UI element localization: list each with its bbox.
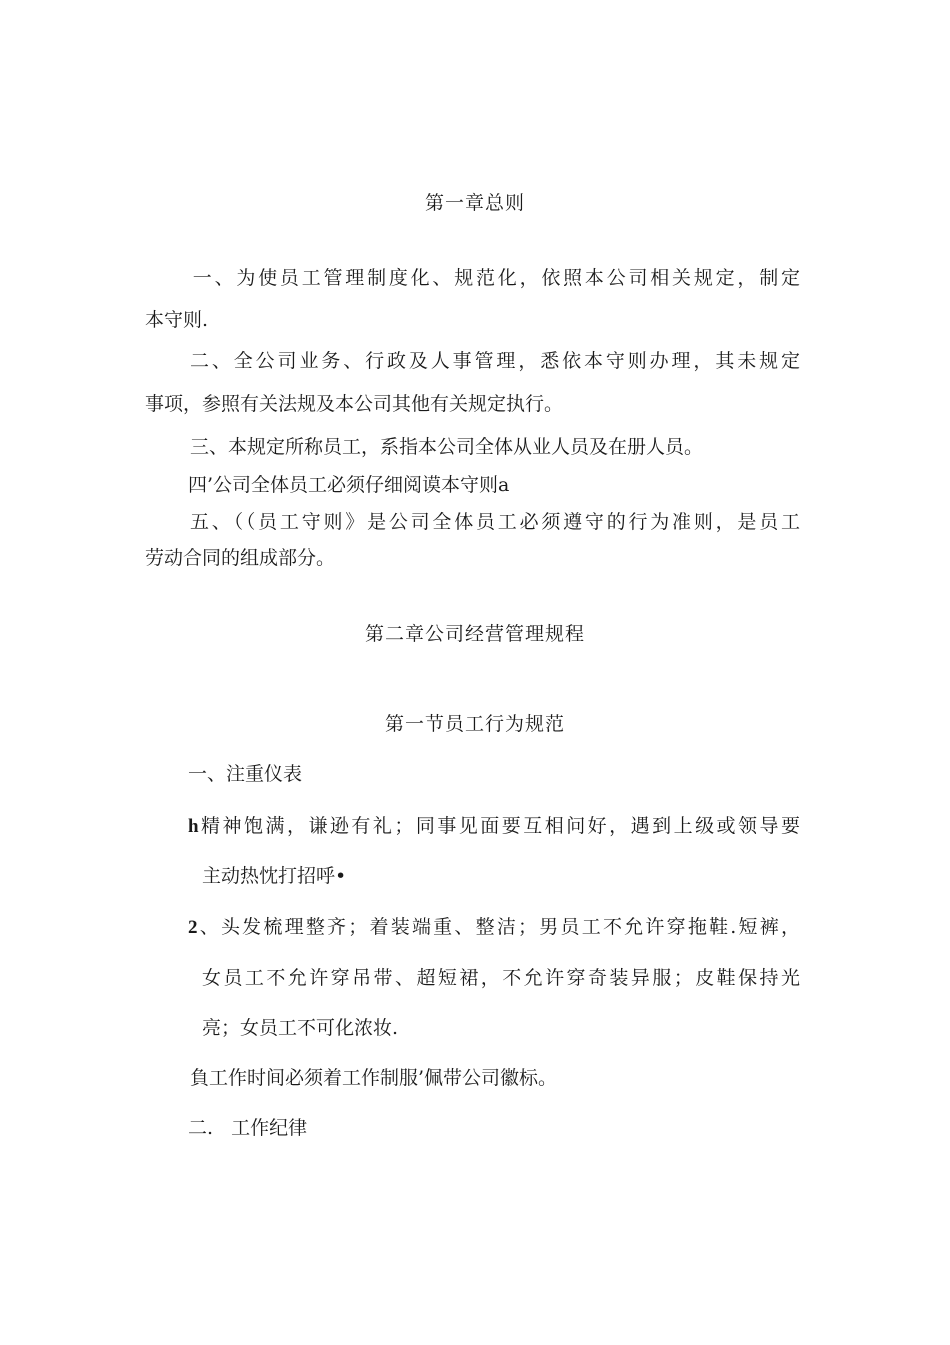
- item1-sub1-line2: 主动热忱打招呼•: [202, 865, 347, 887]
- ch1-para3: 三、本规定所称员工，系指本公司全体从业人员及在册人员。: [190, 436, 704, 458]
- item1-sub1-number: h: [188, 816, 199, 837]
- ch1-para1-line1: [145, 266, 800, 290]
- item1-heading: 一、注重仪表: [188, 763, 303, 785]
- item1-sub1-line1-text: 精神饱满，谦逊有礼；同事见面要互相问好，遇到上级或领导要: [198, 815, 800, 837]
- item1-sub3: 負工作时间必须着工作制服’佩带公司徽标。: [190, 1067, 558, 1089]
- ch1-para1-line2: 本守则.: [145, 309, 209, 331]
- item1-sub2-line2: 女员工不允许穿吊带、超短裙，不允许穿奇装异服；皮鞋保持光: [202, 967, 800, 989]
- ch1-para1-line1-text: 一、为使员工管理制度化、规范化，依照本公司相关规定，制定: [190, 267, 800, 289]
- ch1-para2-line1: 二、全公司业务、行政及人事管理，悉依本守则办理，其未规定: [190, 350, 800, 372]
- chapter2-title: 第二章公司经营管理规程: [364, 623, 585, 645]
- ch1-para5-line2: 劳动合同的组成部分。: [145, 547, 336, 569]
- item1-sub2-line1: [188, 915, 800, 940]
- item1-sub2-number: 2: [188, 917, 198, 938]
- ch1-para5-line1: 五、（（员工守则》是公司全体员工必须遵守的行为准则，是员工: [190, 511, 800, 533]
- ch1-para2-line2: 事项，参照有关法规及本公司其他有关规定执行。: [145, 393, 564, 415]
- item1-sub2-line1-text: 、头发梳理整齐；着装端重、整洁；男员工不允许穿拖鞋.短裤，: [197, 916, 800, 938]
- item1-sub1-line1: [188, 814, 800, 839]
- section1-title: 第一节员工行为规范: [384, 713, 565, 735]
- item1-sub2-line3: 亮；女员工不可化浓妆.: [202, 1017, 399, 1039]
- ch1-para4: 四’公司全体员工必须仔细阅谟本守则a: [188, 474, 510, 496]
- chapter1-title: 第一章总则: [424, 192, 525, 214]
- item2-heading: 二. 工作纪律: [188, 1117, 308, 1139]
